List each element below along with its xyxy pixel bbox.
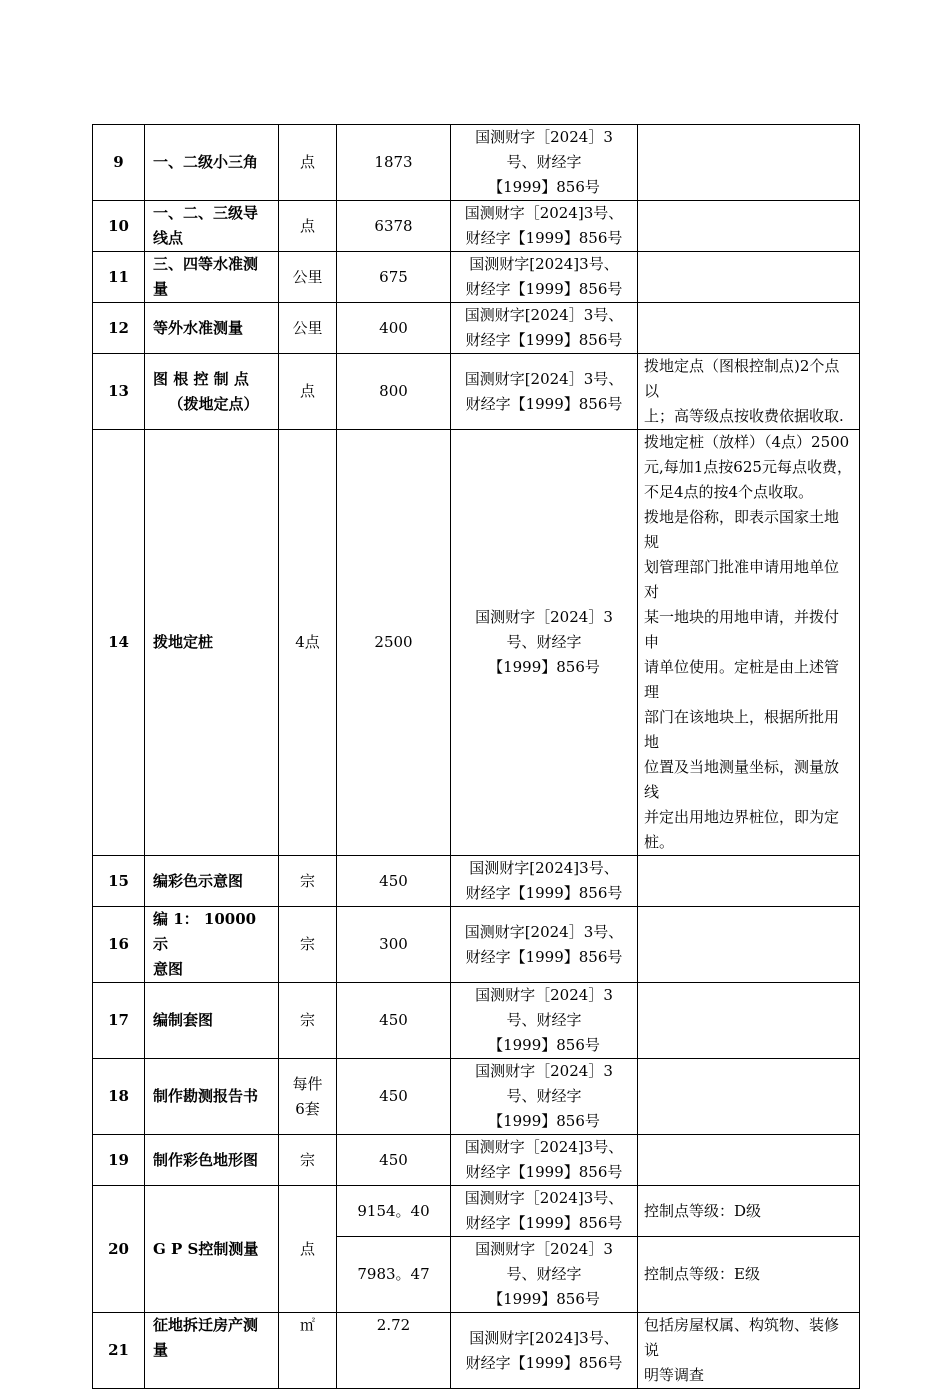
basis-line: 财经字【1999】856号 (465, 1353, 623, 1372)
item-price: 450 (337, 1059, 451, 1135)
basis-line: 国测财字[2024]3号、 (469, 1328, 619, 1347)
item-price: 800 (337, 354, 451, 430)
item-price: 2500 (337, 430, 451, 856)
table-row (93, 1059, 860, 1135)
fee-basis (451, 907, 638, 983)
item-price: 450 (337, 983, 451, 1059)
item-unit: 公里 (279, 303, 337, 354)
row-number: 18 (93, 1059, 145, 1135)
basis-line: 国测财字［2024]3号、 (464, 1189, 624, 1207)
item-unit: 宗 (279, 1135, 337, 1186)
basis-line: 国测财字［2024］3 (475, 986, 613, 1004)
fee-basis (451, 354, 638, 430)
item-name: 编制套图 (145, 983, 279, 1059)
fee-basis (451, 1186, 638, 1237)
table-row (93, 354, 860, 430)
fee-table (92, 124, 860, 1389)
note-line: 划管理部门批准申请用地单位对 (644, 558, 840, 601)
item-name: 编彩色示意图 (145, 856, 279, 907)
item-price: 450 (337, 856, 451, 907)
item-note (638, 125, 860, 201)
item-price: 400 (337, 303, 451, 354)
item-note: 控制点等级：D级 (638, 1186, 860, 1237)
basis-line: 国测财字[2024］3号、 (464, 922, 624, 941)
item-note (638, 1059, 860, 1135)
table-row (93, 125, 860, 201)
basis-line: 国测财字[2024］3号、 (464, 369, 624, 388)
basis-line: 财经字【1999】856号 (465, 1163, 623, 1181)
item-unit: 宗 (279, 856, 337, 907)
basis-line: 国测财字[2024]3号、 (469, 859, 619, 877)
fee-basis (451, 856, 638, 907)
table-row (93, 907, 860, 983)
item-price: 7983。47 (337, 1237, 451, 1313)
unit-line: 6套 (295, 1099, 320, 1118)
basis-line: 财经字【1999】856号 (465, 884, 623, 902)
basis-line: 【1999】856号 (488, 658, 600, 676)
item-name: G P S控制测量 (145, 1186, 279, 1313)
row-number: 11 (93, 252, 145, 303)
row-number: 14 (93, 430, 145, 856)
item-name (145, 354, 279, 430)
name-line: 线点 (153, 229, 184, 247)
note-line: 桩。 (644, 833, 675, 851)
fee-basis (451, 983, 638, 1059)
note-line: 上；高等级点按收费依据收取. (644, 407, 844, 425)
fee-basis (451, 1135, 638, 1186)
note-line: 请单位使用。定桩是由上述管理 (644, 658, 840, 701)
name-line: （拨地定点） (168, 394, 259, 413)
basis-line: 【1999】856号 (488, 1112, 600, 1130)
table-row (93, 1186, 860, 1237)
row-number: 20 (93, 1186, 145, 1313)
item-note (638, 1313, 860, 1389)
row-number: 10 (93, 201, 145, 252)
item-unit: 点 (279, 125, 337, 201)
item-note (638, 354, 860, 430)
fee-basis (451, 125, 638, 201)
row-number: 13 (93, 354, 145, 430)
table-row (93, 430, 860, 856)
fee-basis (451, 252, 638, 303)
row-number: 16 (93, 907, 145, 983)
item-name: 制作勘测报告书 (145, 1059, 279, 1135)
fee-basis (451, 1313, 638, 1389)
item-price: 6378 (337, 201, 451, 252)
item-price: 675 (337, 252, 451, 303)
basis-line: 财经字【1999】856号 (465, 947, 623, 966)
item-price: 1873 (337, 125, 451, 201)
name-line: 图 根 控 制 点 (153, 369, 249, 388)
row-number: 17 (93, 983, 145, 1059)
fee-basis (451, 303, 638, 354)
name-line: 三、四等水准测 (153, 255, 259, 273)
table-row (93, 983, 860, 1059)
item-note (638, 1135, 860, 1186)
fee-basis (451, 1237, 638, 1313)
item-note (638, 201, 860, 252)
name-line: 量 (153, 1341, 169, 1359)
basis-line: 【1999】856号 (488, 1290, 600, 1308)
row-number: 9 (93, 125, 145, 201)
note-line: 拨地定点（图根控制点)2个点以 (644, 357, 840, 400)
table-row (93, 856, 860, 907)
item-price: 450 (337, 1135, 451, 1186)
item-note (638, 303, 860, 354)
fee-basis (451, 430, 638, 856)
table-row (93, 201, 860, 252)
basis-line: 号、财经字 (506, 1011, 582, 1029)
basis-line: 国测财字[2024]3号、 (469, 255, 619, 273)
basis-line: 财经字【1999】856号 (465, 331, 623, 349)
note-line: 元,每加1点按625元每点收费， (644, 458, 852, 476)
row-number: 21 (93, 1313, 145, 1389)
basis-line: 财经字【1999】856号 (465, 229, 623, 247)
table-row (93, 303, 860, 354)
item-unit: 点 (279, 1186, 337, 1313)
table-row (93, 1313, 860, 1389)
item-unit: 宗 (279, 907, 337, 983)
item-name: 制作彩色地形图 (145, 1135, 279, 1186)
item-name (145, 252, 279, 303)
basis-line: 【1999】856号 (488, 178, 600, 196)
item-name (145, 1313, 279, 1389)
basis-line: 国测财字［2024］3 (475, 1240, 613, 1258)
item-name (145, 907, 279, 983)
table-row (93, 1135, 860, 1186)
basis-line: 财经字【1999】856号 (465, 1214, 623, 1232)
name-line: 一、二、三级导 (153, 204, 259, 222)
basis-line: 号、财经字 (506, 153, 582, 171)
unit-line: 每件 (292, 1074, 323, 1093)
row-number: 15 (93, 856, 145, 907)
item-note (638, 856, 860, 907)
name-line: 编 1： 10000 示 (153, 910, 257, 953)
item-name: 一、二级小三角 (145, 125, 279, 201)
item-note (638, 252, 860, 303)
item-note: 控制点等级：E级 (638, 1237, 860, 1313)
basis-line: 国测财字［2024］3 (475, 608, 613, 626)
item-unit: 4点 (279, 430, 337, 856)
note-line: 某一地块的用地申请，并拨付申 (644, 608, 840, 651)
item-unit: 点 (279, 201, 337, 252)
row-number: 19 (93, 1135, 145, 1186)
item-unit (279, 1059, 337, 1135)
basis-line: 号、财经字 (506, 1087, 582, 1105)
name-line: 意图 (153, 960, 184, 978)
note-line: 拨地是俗称，即表示国家土地规 (644, 508, 840, 551)
name-line: 征地拆迁房产测 (153, 1316, 259, 1334)
item-name: 等外水准测量 (145, 303, 279, 354)
basis-line: 国测财字［2024]3号、 (464, 1138, 624, 1156)
basis-line: 国测财字[2024］3号、 (464, 306, 624, 324)
basis-line: 财经字【1999】856号 (465, 280, 623, 298)
item-name (145, 201, 279, 252)
note-line: 不足4点的按4个点收取。 (644, 483, 814, 501)
note-line: 并定出用地边界桩位，即为定 (644, 808, 840, 826)
fee-basis (451, 201, 638, 252)
basis-line: 国测财字［2024］3 (475, 128, 613, 146)
basis-line: 国测财字［2024]3号、 (464, 204, 624, 222)
note-line: 明等调查 (644, 1366, 705, 1384)
basis-line: 国测财字［2024］3 (475, 1062, 613, 1080)
basis-line: 财经字【1999】856号 (465, 394, 623, 413)
item-unit: 宗 (279, 983, 337, 1059)
basis-line: 号、财经字 (506, 1265, 582, 1283)
fee-basis (451, 1059, 638, 1135)
basis-line: 号、财经字 (506, 633, 582, 651)
item-unit: 公里 (279, 252, 337, 303)
item-note (638, 983, 860, 1059)
item-price: 9154。40 (337, 1186, 451, 1237)
item-name: 拨地定桩 (145, 430, 279, 856)
basis-line: 【1999】856号 (488, 1036, 600, 1054)
item-note (638, 907, 860, 983)
item-unit: 点 (279, 354, 337, 430)
row-number: 12 (93, 303, 145, 354)
item-price: 300 (337, 907, 451, 983)
note-line: 部门在该地块上，根据所批用地 (644, 708, 840, 751)
note-line: 包括房屋权属、构筑物、装修说 (644, 1316, 840, 1359)
note-line: 位置及当地测量坐标，测量放线 (644, 758, 840, 801)
item-note (638, 430, 860, 856)
name-line: 量 (153, 280, 169, 298)
item-unit: ㎡ (279, 1313, 337, 1389)
note-line: 拨地定桩（放样）（4点）2500 (644, 433, 850, 451)
item-price: 2.72 (337, 1313, 451, 1389)
table-row (93, 252, 860, 303)
